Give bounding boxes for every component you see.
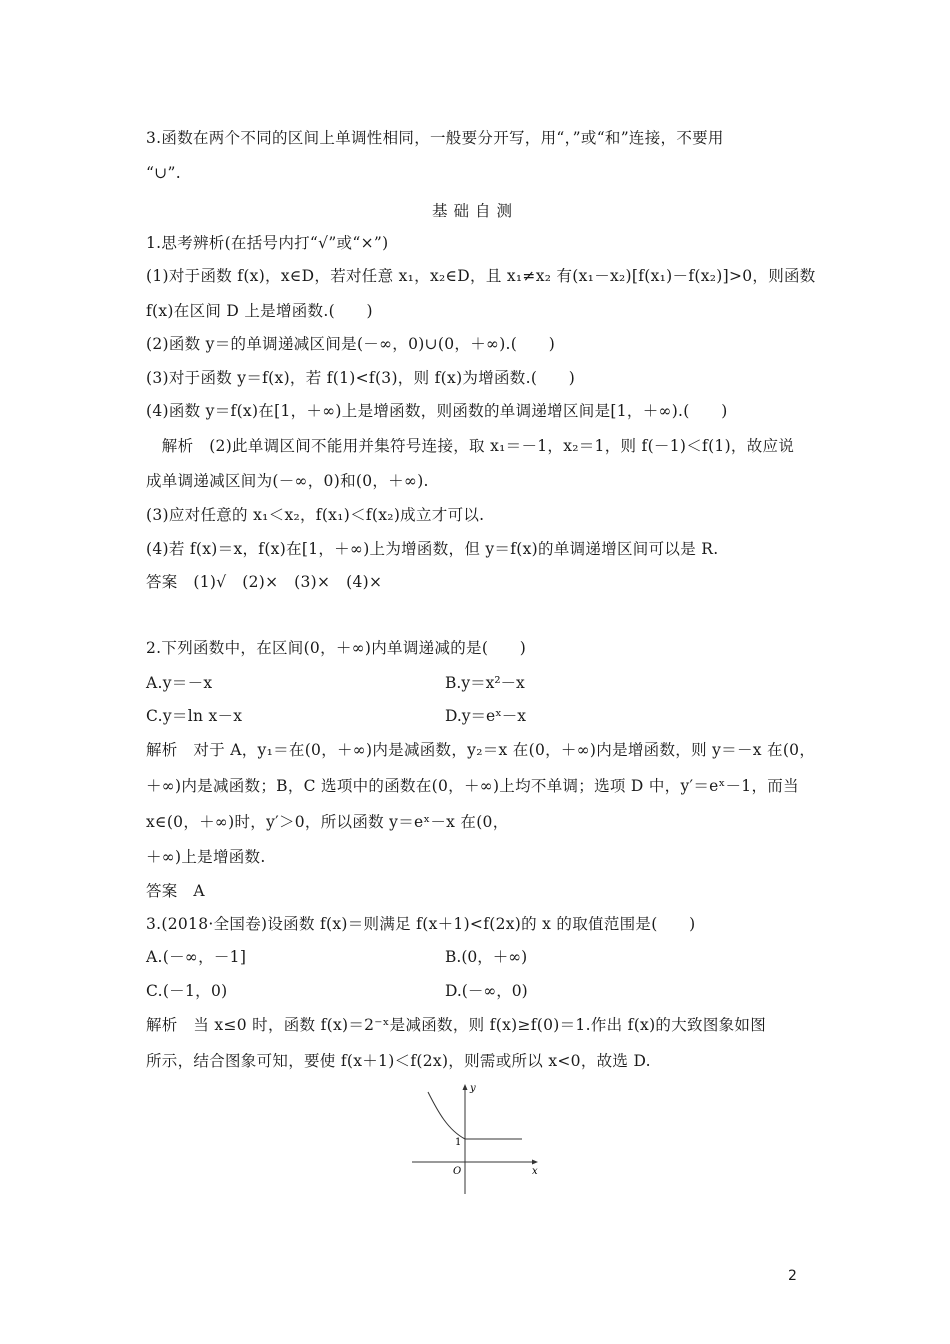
- q2-analysis-2: ＋∞)内是减函数；B，C 选项中的函数在(0，＋∞)上均不单调；选项 D 中，y′＝eˣ－1，而当: [146, 777, 799, 795]
- q3-option-c: C.(－1，0): [146, 982, 228, 1000]
- q1-item-4: (4)函数 y＝f(x)在[1，＋∞)上是增函数，则函数的单调递增区间是[1，＋∞).( ): [146, 402, 728, 420]
- q2-analysis-1: 解析 对于 A，y₁＝在(0，＋∞)内是减函数，y₂＝x 在(0，＋∞)内是增函数，则 y＝－x 在(0，: [146, 741, 816, 759]
- curve-left-branch: [428, 1092, 465, 1139]
- q2-analysis-4: ＋∞)上是增函数.: [146, 848, 266, 866]
- q2-analysis-3: x∈(0，＋∞)时，y′＞0，所以函数 y＝eˣ－x 在(0，: [146, 813, 509, 831]
- x-axis-label: x: [532, 1166, 538, 1177]
- q3-option-a: A.(－∞，－1]: [146, 948, 247, 966]
- q1-analysis-3: (3)应对任意的 x₁＜x₂，f(x₁)＜f(x₂)成立才可以.: [146, 506, 485, 524]
- q3-stem: 3.(2018·全国卷)设函数 f(x)＝则满足 f(x＋1)<f(2x)的 x 的取值范围是( ): [146, 915, 696, 933]
- note3-line2: “∪”.: [146, 164, 181, 182]
- q2-option-b: B.y＝x²－x: [445, 674, 525, 692]
- q1-answer: 答案 (1)√ (2)× (3)× (4)×: [146, 573, 383, 591]
- x-axis-arrow-icon: [532, 1160, 538, 1165]
- function-graph: [410, 1082, 550, 1200]
- note3-line1: 3.函数在两个不同的区间上单调性相同，一般要分开写，用“，”或“和”连接，不要用: [146, 129, 724, 147]
- q1-item-1: (1)对于函数 f(x)，x∈D，若对任意 x₁，x₂∈D，且 x₁≠x₂ 有(x₁－x₂)[f(x₁)－f(x₂)]>0，则函数: [146, 267, 816, 285]
- section-title: 基础自测: [431, 202, 518, 220]
- q3-analysis-2: 所示，结合图象可知，要使 f(x＋1)＜f(2x)，则需或所以 x<0，故选 D.: [146, 1052, 651, 1070]
- q1-analysis-2: 成单调递减区间为(－∞，0)和(0，＋∞).: [146, 472, 429, 490]
- origin-label: O: [453, 1166, 462, 1177]
- page-number: 2: [788, 1268, 797, 1284]
- q1-analysis-4: (4)若 f(x)＝x，f(x)在[1，＋∞)上为增函数，但 y＝f(x)的单调递增区间可以是 R.: [146, 540, 719, 558]
- y-axis-arrow-icon: [463, 1084, 468, 1090]
- q2-stem: 2.下列函数中，在区间(0，＋∞)内单调递减的是( ): [146, 639, 527, 657]
- q1-stem: 1.思考辨析(在括号内打“√”或“×”): [146, 234, 389, 252]
- q1-item-3: (3)对于函数 y＝f(x)，若 f(1)<f(3)，则 f(x)为增函数.( ): [146, 369, 576, 387]
- q2-option-c: C.y＝ln x－x: [146, 707, 243, 725]
- q1-item-2: (2)函数 y＝的单调递减区间是(－∞，0)∪(0，＋∞).( ): [146, 335, 556, 353]
- q1-analysis-1: 解析 (2)此单调区间不能用并集符号连接，取 x₁＝－1，x₂＝1，则 f(－1)＜f(1)，故应说: [146, 437, 795, 455]
- q2-option-d: D.y＝eˣ－x: [445, 707, 527, 725]
- one-label: 1: [455, 1137, 462, 1148]
- q3-analysis-1: 解析 当 x≤0 时，函数 f(x)＝2⁻ˣ是减函数，则 f(x)≥f(0)＝1.作出 f(x)的大致图象如图: [146, 1016, 767, 1034]
- q1-item-1-cont: f(x)在区间 D 上是增函数.( ): [146, 302, 373, 320]
- q3-option-d: D.(－∞，0): [445, 982, 528, 1000]
- y-axis-label: y: [470, 1083, 476, 1094]
- q2-answer: 答案 A: [146, 882, 205, 900]
- q2-option-a: A.y＝－x: [146, 674, 213, 692]
- q3-option-b: B.(0，＋∞): [445, 948, 528, 966]
